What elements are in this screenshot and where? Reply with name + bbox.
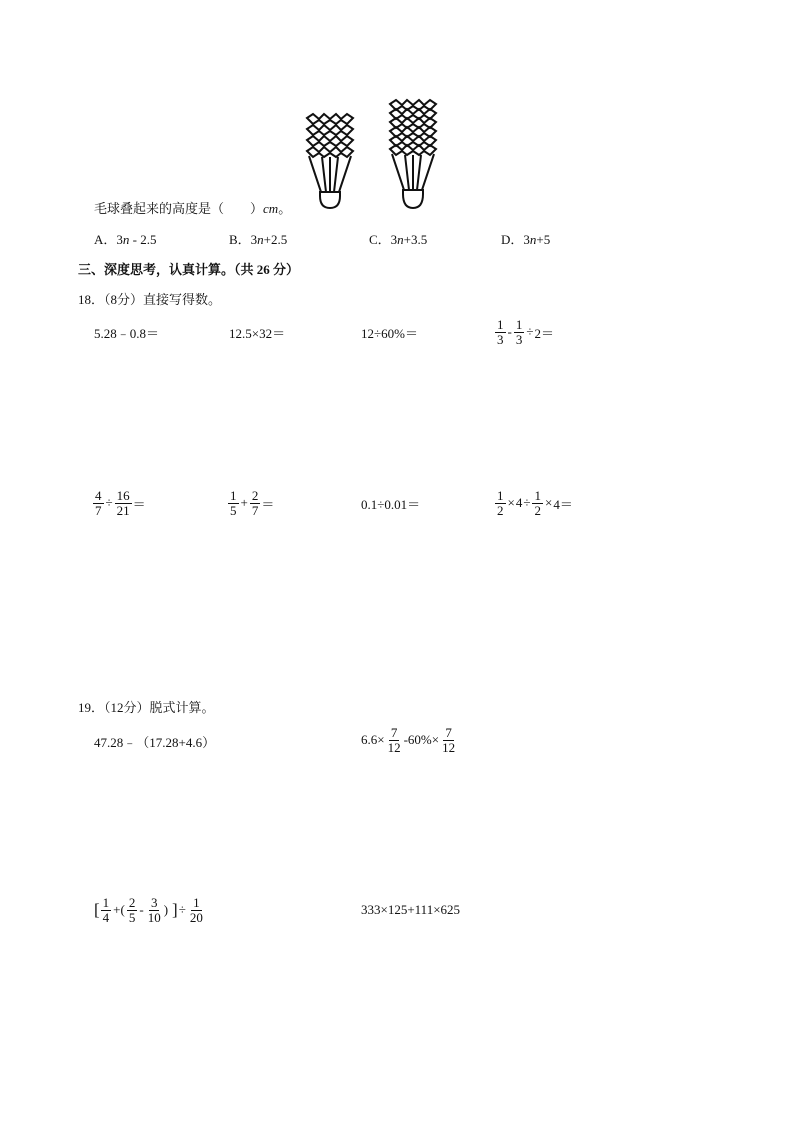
q18-label: 18．（8分）直接写得数。 bbox=[78, 292, 222, 307]
fraction: $\frac{2}{7}$ bbox=[251, 488, 259, 518]
q18-expr-2: 12.5×32＝ bbox=[229, 326, 286, 341]
q18-expr-5: $\frac{4}{7}$ ÷ $\frac{16}{21}$ ＝ bbox=[95, 488, 146, 518]
q17-unit: cm bbox=[263, 201, 279, 216]
q17-option-d: D．3n+5 bbox=[501, 232, 551, 247]
q17-stem bbox=[94, 198, 291, 217]
fraction: $\frac{7}{12}$ bbox=[442, 725, 456, 755]
section3-title: 三、深度思考，认真计算。（共 26 分） bbox=[78, 262, 300, 277]
q18-expr-4: $\frac{1}{3}$ - $\frac{1}{3}$ ÷ 2＝ bbox=[497, 317, 554, 347]
fraction: $\frac{1}{2}$ bbox=[497, 488, 504, 518]
q19-label: 19．（12分）脱式计算。 bbox=[78, 700, 215, 715]
fraction: $\frac{1}{5}$ bbox=[230, 488, 237, 518]
shuttlecock-stack-4-figure bbox=[300, 110, 360, 214]
q17-option-c: C．3n+3.5 bbox=[369, 232, 428, 247]
q19-expr-4: 333×125+111×625 bbox=[361, 902, 461, 917]
fraction: $\frac{16}{21}$ bbox=[116, 488, 130, 518]
q19-expr-2: 6.6× $\frac{7}{12}$ -60%× $\frac{7}{12}$ bbox=[361, 725, 456, 755]
q17-stem-text: 毛球叠起来的高度是（ ） bbox=[94, 201, 264, 216]
fraction: $\frac{1}{20}$ bbox=[189, 895, 203, 925]
q18-expr-1: 5.28﹣0.8＝ bbox=[94, 326, 160, 341]
q17-option-b: B．3n+2.5 bbox=[229, 232, 288, 247]
fraction: $\frac{1}{3}$ bbox=[515, 317, 523, 347]
fraction: $\frac{2}{5}$ bbox=[128, 895, 136, 925]
q17-end: 。 bbox=[278, 201, 292, 216]
q18-expr-6: $\frac{1}{5}$ + $\frac{2}{7}$ ＝ bbox=[230, 488, 275, 518]
q19-expr-1: 47.28﹣（17.28+4.6） bbox=[94, 735, 216, 750]
fraction: $\frac{3}{10}$ bbox=[147, 895, 161, 925]
fraction: $\frac{1}{2}$ bbox=[534, 488, 541, 518]
q19-expr-3: [ $\frac{1}{4}$ +( $\frac{2}{5}$ - $\frac{3}{10}$ ) ] ÷ $\frac{1}{20}$ bbox=[94, 895, 203, 925]
q18-expr-3: 12÷60%＝ bbox=[361, 326, 418, 341]
fraction: $\frac{1}{4}$ bbox=[102, 895, 110, 925]
fraction: $\frac{7}{12}$ bbox=[387, 725, 401, 755]
q18-expr-7: 0.1÷0.01＝ bbox=[361, 497, 421, 512]
q18-expr-8: $\frac{1}{2}$ × 4 ÷ $\frac{1}{2}$ × 4＝ bbox=[497, 488, 573, 518]
q17-option-a: A．3n - 2.5 bbox=[94, 232, 157, 247]
fraction: $\frac{1}{3}$ bbox=[497, 317, 504, 347]
shuttlecock-stack-6-figure bbox=[383, 96, 443, 214]
fraction: $\frac{4}{7}$ bbox=[95, 488, 102, 518]
